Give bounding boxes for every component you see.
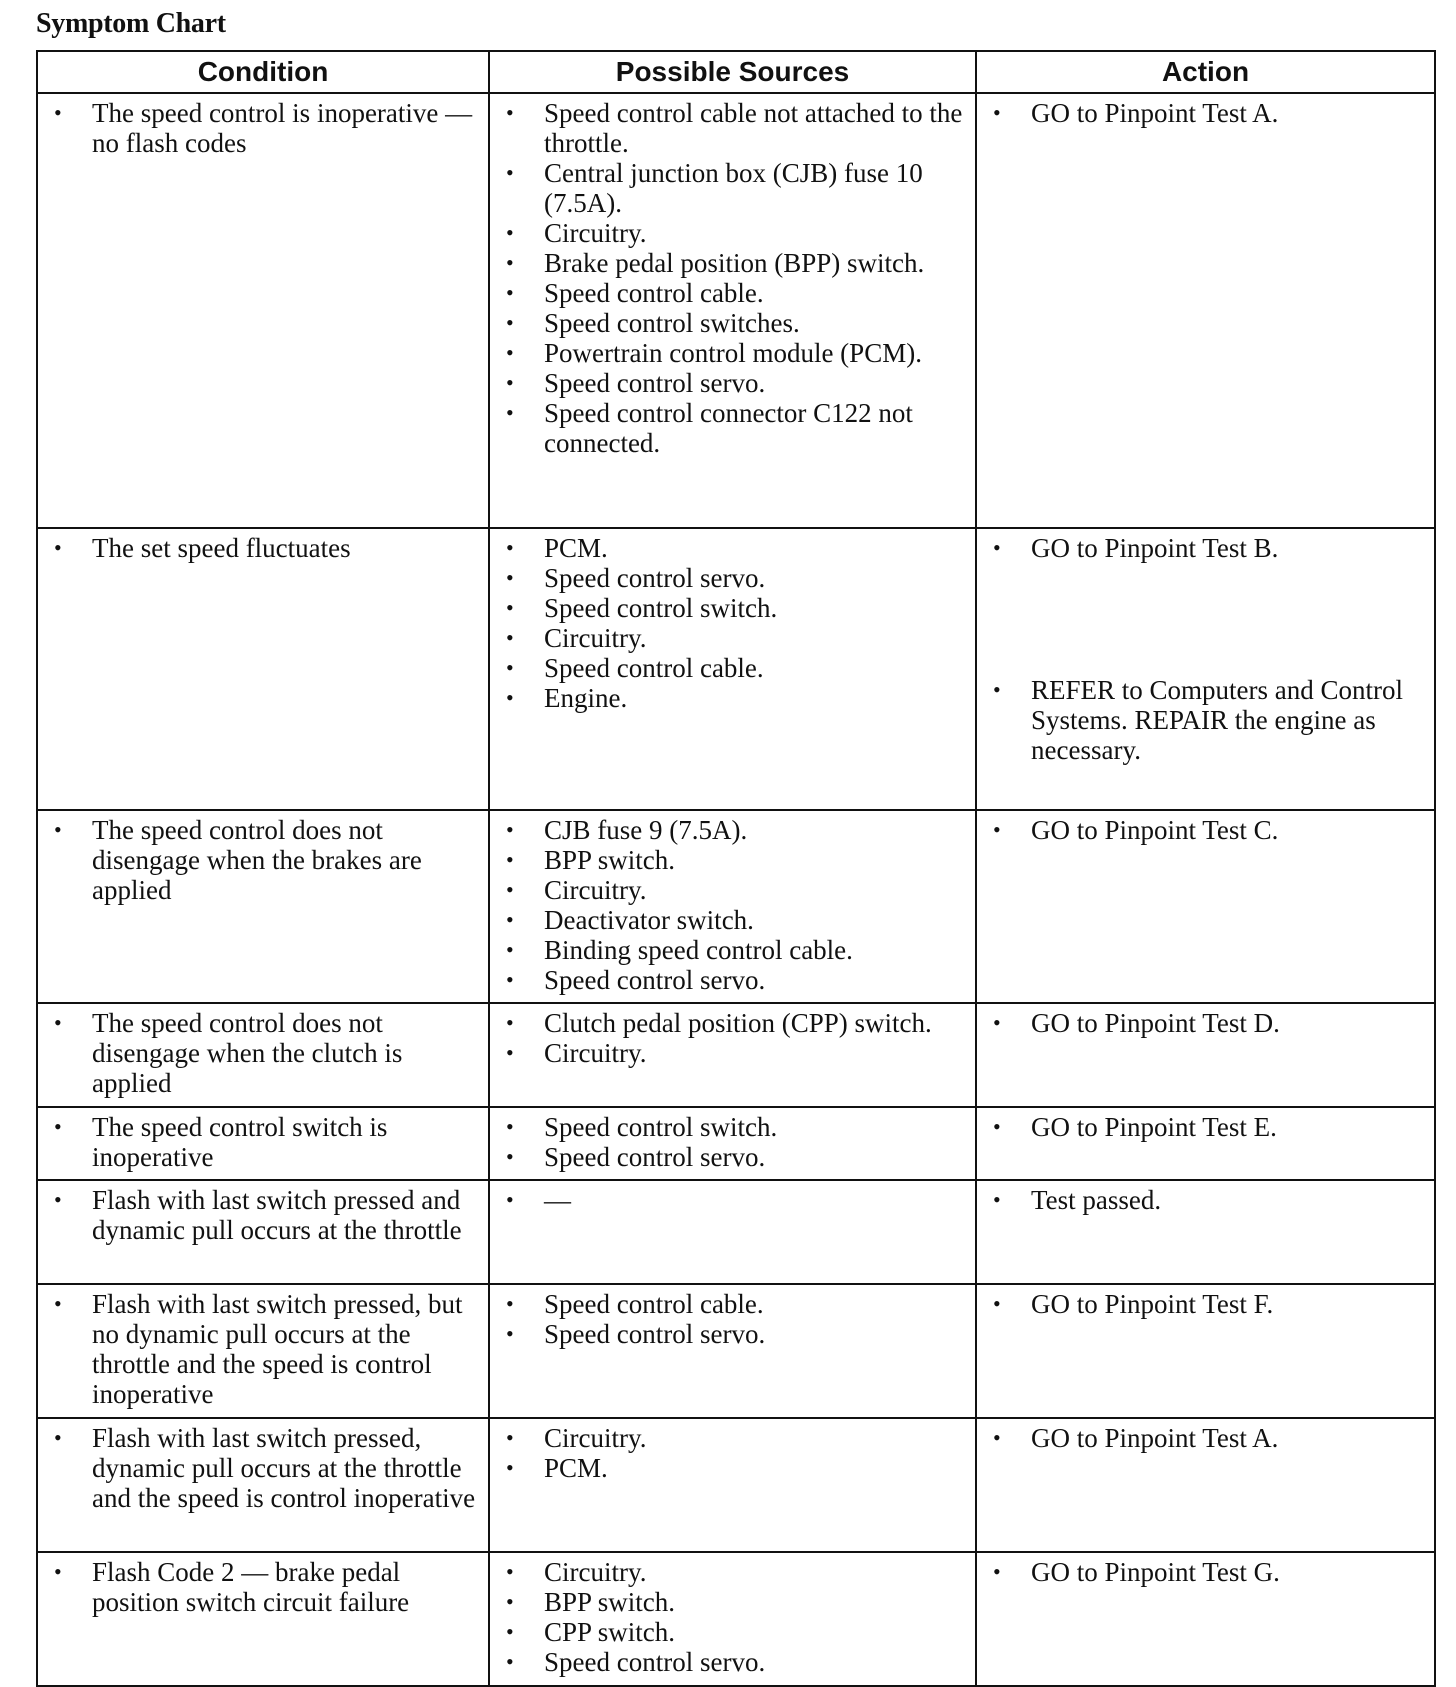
action-cell [976, 528, 1435, 810]
action-item: • GO to Pinpoint Test C. [987, 815, 1428, 845]
source-item: • Speed control servo. [500, 965, 969, 995]
source-item: • Speed control switch. [500, 1112, 969, 1142]
table-row [37, 93, 1435, 528]
condition-text: • Flash with last switch pressed, dynamic pull occurs at the throttle and the speed is control inoperative [48, 1423, 482, 1513]
condition-cell [37, 1180, 489, 1284]
source-item: • Speed control cable not attached to the throttle. [500, 98, 969, 158]
sources-cell [489, 1418, 976, 1552]
action-item: • GO to Pinpoint Test F. [987, 1289, 1428, 1319]
sources-cell [489, 1552, 976, 1686]
action-cell [976, 1003, 1435, 1107]
source-item: • Binding speed control cable. [500, 935, 969, 965]
source-item: • Deactivator switch. [500, 905, 969, 935]
condition-cell [37, 93, 489, 528]
table-row [37, 810, 1435, 1003]
source-item: • Circuitry. [500, 1423, 969, 1453]
table-row [37, 528, 1435, 810]
condition-cell [37, 1107, 489, 1180]
source-item: • BPP switch. [500, 1587, 969, 1617]
condition-text: • Flash Code 2 — brake pedal position switch circuit failure [48, 1557, 482, 1617]
source-item: • Speed control cable. [500, 1289, 969, 1319]
column-header-possible-sources: Possible Sources [489, 51, 976, 93]
page-title: Symptom Chart [36, 8, 226, 39]
source-item: • — [500, 1185, 969, 1215]
action-cell [976, 810, 1435, 1003]
condition-cell [37, 528, 489, 810]
action-cell [976, 1552, 1435, 1686]
symptom-table [36, 50, 1436, 1687]
condition-text: • The set speed fluctuates [48, 533, 482, 563]
condition-text: • The speed control does not disengage when the brakes are applied [48, 815, 482, 905]
action-cell [976, 1180, 1435, 1284]
source-item: • Brake pedal position (BPP) switch. [500, 248, 969, 278]
spacer [987, 563, 1428, 675]
source-item: • Speed control servo. [500, 1142, 969, 1172]
condition-cell [37, 1284, 489, 1418]
action-item: • GO to Pinpoint Test D. [987, 1008, 1428, 1038]
source-item: • Central junction box (CJB) fuse 10 (7.5A). [500, 158, 969, 218]
action-cell [976, 1107, 1435, 1180]
source-item: • Speed control servo. [500, 563, 969, 593]
sources-cell [489, 93, 976, 528]
table-row [37, 1180, 1435, 1284]
table-header-row [37, 51, 1435, 93]
source-item: • Clutch pedal position (CPP) switch. [500, 1008, 969, 1038]
source-item: • Circuitry. [500, 218, 969, 248]
table-row [37, 1418, 1435, 1552]
condition-cell [37, 1418, 489, 1552]
action-item: • REFER to Computers and Control Systems. REPAIR the engine as necessary. [987, 675, 1428, 765]
source-item: • BPP switch. [500, 845, 969, 875]
source-item: • Speed control connector C122 not connected. [500, 398, 969, 458]
condition-text: • The speed control is inoperative — no flash codes [48, 98, 482, 158]
sources-cell [489, 1003, 976, 1107]
source-item: • PCM. [500, 533, 969, 563]
condition-text: • Flash with last switch pressed and dynamic pull occurs at the throttle [48, 1185, 482, 1245]
source-item: • Speed control servo. [500, 1647, 969, 1677]
action-item: • GO to Pinpoint Test B. [987, 533, 1428, 563]
column-header-condition: Condition [37, 51, 489, 93]
sources-cell [489, 810, 976, 1003]
column-header-action: Action [976, 51, 1435, 93]
table-row [37, 1552, 1435, 1686]
source-item: • Circuitry. [500, 623, 969, 653]
source-item: • Powertrain control module (PCM). [500, 338, 969, 368]
source-item: • CPP switch. [500, 1617, 969, 1647]
source-item: • Engine. [500, 683, 969, 713]
condition-cell [37, 810, 489, 1003]
action-cell [976, 93, 1435, 528]
source-item: • Speed control switch. [500, 593, 969, 623]
table-row [37, 1003, 1435, 1107]
condition-text: • The speed control switch is inoperative [48, 1112, 482, 1172]
condition-text: • Flash with last switch pressed, but no dynamic pull occurs at the throttle and the speed is control inoperative [48, 1289, 482, 1409]
source-item: • Speed control cable. [500, 278, 969, 308]
source-item: • CJB fuse 9 (7.5A). [500, 815, 969, 845]
source-item: • PCM. [500, 1453, 969, 1483]
source-item: • Speed control servo. [500, 368, 969, 398]
source-item: • Circuitry. [500, 1557, 969, 1587]
action-cell [976, 1418, 1435, 1552]
source-item: • Circuitry. [500, 875, 969, 905]
source-item: • Circuitry. [500, 1038, 969, 1068]
action-cell [976, 1284, 1435, 1418]
action-item: • Test passed. [987, 1185, 1428, 1215]
condition-cell [37, 1003, 489, 1107]
source-item: • Speed control switches. [500, 308, 969, 338]
table-row [37, 1107, 1435, 1180]
source-item: • Speed control cable. [500, 653, 969, 683]
sources-cell [489, 1180, 976, 1284]
action-item: • GO to Pinpoint Test A. [987, 98, 1428, 128]
sources-cell [489, 528, 976, 810]
sources-cell [489, 1107, 976, 1180]
action-item: • GO to Pinpoint Test G. [987, 1557, 1428, 1587]
sources-cell [489, 1284, 976, 1418]
condition-text: • The speed control does not disengage when the clutch is applied [48, 1008, 482, 1098]
source-item: • Speed control servo. [500, 1319, 969, 1349]
action-item: • GO to Pinpoint Test E. [987, 1112, 1428, 1142]
table-row [37, 1284, 1435, 1418]
condition-cell [37, 1552, 489, 1686]
action-item: • GO to Pinpoint Test A. [987, 1423, 1428, 1453]
